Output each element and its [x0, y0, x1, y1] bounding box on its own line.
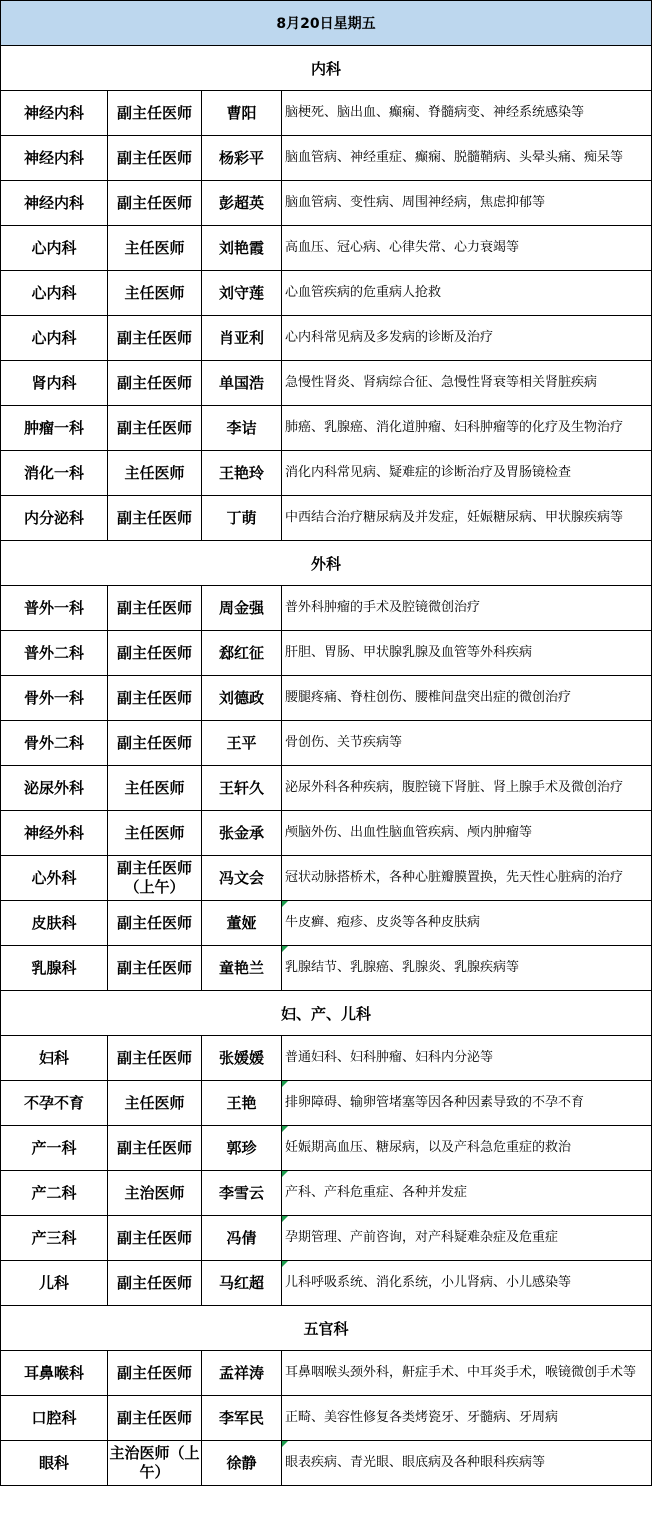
doctor-name-cell-text: 冯文会 [218, 868, 264, 887]
department-cell [1, 1351, 108, 1396]
doctor-title-cell [108, 811, 202, 856]
doctor-title-cell [108, 91, 202, 136]
doctor-name-cell [202, 1081, 282, 1126]
department-cell [1, 91, 108, 136]
doctor-title-cell-text: 副主任医师 [116, 733, 192, 752]
table-row [1, 1351, 652, 1396]
doctor-name-cell [202, 316, 282, 361]
doctor-title-cell-text: 副主任医师 [116, 508, 192, 527]
doctor-title-cell [108, 1351, 202, 1396]
doctor-title-cell [108, 1216, 202, 1261]
specialty-cell [282, 1036, 652, 1081]
section-header-row [1, 541, 652, 586]
doctor-name-cell [202, 766, 282, 811]
specialty-cell-text: 孕期管理、产前咨询，对产科疑难杂症及危重症 [285, 1230, 559, 1245]
department-cell [1, 271, 108, 316]
doctor-name-cell-text: 王艳 [226, 1093, 257, 1112]
department-cell [1, 451, 108, 496]
doctor-name-cell-text: 彭超英 [218, 193, 264, 212]
doctor-name-cell-text: 王艳玲 [218, 463, 264, 482]
doctor-name-cell [202, 361, 282, 406]
doctor-name-cell [202, 586, 282, 631]
department-cell-text: 产二科 [31, 1183, 77, 1202]
specialty-cell-text: 产科、产科危重症、各种并发症 [285, 1185, 468, 1200]
doctor-title-cell [108, 316, 202, 361]
specialty-cell [282, 1261, 652, 1306]
doctor-name-cell [202, 91, 282, 136]
doctor-name-cell-text: 孟祥涛 [218, 1363, 264, 1382]
cell-comment-flag-icon [282, 1171, 288, 1177]
table-row [1, 811, 652, 856]
specialty-cell [282, 1126, 652, 1171]
doctor-name-cell [202, 1171, 282, 1216]
specialty-cell-text: 乳腺结节、乳腺癌、乳腺炎、乳腺疾病等 [285, 960, 520, 975]
doctor-title-cell [108, 136, 202, 181]
doctor-name-cell [202, 1351, 282, 1396]
department-cell-text: 骨外二科 [23, 733, 84, 752]
doctor-name-cell-text: 李雪云 [218, 1183, 264, 1202]
doctor-title-cell-text: 主任医师 [124, 1093, 185, 1112]
department-cell-text: 普外二科 [23, 643, 84, 662]
doctor-title-cell-text: 副主任医师 [116, 328, 192, 347]
specialty-cell-text: 心血管疾病的危重病人抢救 [285, 285, 442, 300]
doctor-title-cell-text: 副主任医师（上午） [116, 859, 192, 896]
doctor-name-cell [202, 946, 282, 991]
section-title: 内科 [1, 46, 652, 91]
doctor-title-cell [108, 766, 202, 811]
department-cell-text: 普外一科 [23, 598, 84, 617]
department-cell-text: 口腔科 [31, 1408, 77, 1427]
department-cell-text: 妇科 [38, 1048, 69, 1067]
doctor-name-cell [202, 1216, 282, 1261]
doctor-title-cell [108, 1261, 202, 1306]
specialty-cell [282, 901, 652, 946]
doctor-name-cell [202, 856, 282, 901]
department-cell [1, 406, 108, 451]
specialty-cell [282, 136, 652, 181]
doctor-title-cell [108, 496, 202, 541]
doctor-name-cell [202, 1126, 282, 1171]
specialty-cell [282, 1216, 652, 1261]
doctor-title-cell-text: 副主任医师 [116, 1228, 192, 1247]
department-cell [1, 1081, 108, 1126]
table-row [1, 271, 652, 316]
doctor-title-cell [108, 406, 202, 451]
department-cell [1, 1441, 108, 1486]
doctor-title-cell [108, 181, 202, 226]
department-cell [1, 586, 108, 631]
doctor-title-cell-text: 副主任医师 [116, 598, 192, 617]
department-cell [1, 901, 108, 946]
section-header-row [1, 46, 652, 91]
department-cell-text: 消化一科 [23, 463, 84, 482]
table-row [1, 1126, 652, 1171]
specialty-cell-text: 心内科常见病及多发病的诊断及治疗 [285, 330, 494, 345]
doctor-title-cell-text: 副主任医师 [116, 688, 192, 707]
doctor-name-cell-text: 王平 [226, 733, 257, 752]
section-title: 妇、产、儿科 [1, 991, 652, 1036]
cell-comment-flag-icon [282, 1261, 288, 1267]
doctor-name-cell [202, 631, 282, 676]
table-row [1, 586, 652, 631]
department-cell-text: 神经内科 [23, 193, 84, 212]
specialty-cell [282, 226, 652, 271]
cell-comment-flag-icon [282, 901, 288, 907]
doctor-name-cell-text: 刘德政 [218, 688, 264, 707]
doctor-name-cell [202, 181, 282, 226]
doctor-title-cell [108, 856, 202, 901]
department-cell-text: 神经外科 [23, 823, 84, 842]
doctor-title-cell [108, 361, 202, 406]
doctor-name-cell-text: 杨彩平 [218, 148, 264, 167]
doctor-name-cell [202, 1036, 282, 1081]
specialty-cell [282, 1396, 652, 1441]
department-cell-text: 肾内科 [31, 373, 77, 392]
table-row [1, 226, 652, 271]
doctor-title-cell [108, 1441, 202, 1486]
specialty-cell-text: 脑血管病、变性病、周围神经病，焦虑抑郁等 [285, 195, 546, 210]
department-cell [1, 811, 108, 856]
specialty-cell-text: 普外科肿瘤的手术及腔镜微创治疗 [285, 600, 481, 615]
table-row [1, 1216, 652, 1261]
department-cell-text: 不孕不育 [23, 1093, 84, 1112]
table-row [1, 136, 652, 181]
department-cell-text: 内分泌科 [23, 508, 84, 527]
doctor-title-cell [108, 586, 202, 631]
table-row [1, 721, 652, 766]
section-header-row [1, 1306, 652, 1351]
table-row [1, 1441, 652, 1486]
specialty-cell-text: 肺癌、乳腺癌、消化道肿瘤、妇科肿瘤等的化疗及生物治疗 [285, 420, 624, 435]
doctor-title-cell-text: 主任医师 [124, 778, 185, 797]
doctor-title-cell-text: 副主任医师 [116, 913, 192, 932]
department-cell [1, 856, 108, 901]
department-cell [1, 631, 108, 676]
specialty-cell-text: 中西结合治疗糖尿病及并发症，妊娠糖尿病、甲状腺疾病等 [285, 510, 624, 525]
specialty-cell-text: 冠状动脉搭桥术，各种心脏瓣膜置换，先天性心脏病的治疗 [285, 870, 624, 885]
specialty-cell-text: 脑梗死、脑出血、癫痫、脊髓病变、神经系统感染等 [285, 105, 585, 120]
department-cell-text: 眼科 [38, 1453, 69, 1472]
doctor-title-cell-text: 副主任医师 [116, 193, 192, 212]
department-cell-text: 心内科 [31, 238, 77, 257]
doctor-name-cell-text: 张媛媛 [218, 1048, 264, 1067]
doctor-title-cell-text: 副主任医师 [116, 958, 192, 977]
specialty-cell [282, 406, 652, 451]
section-header-row [1, 991, 652, 1036]
doctor-name-cell-text: 曹阳 [226, 103, 257, 122]
cell-comment-flag-icon [282, 1081, 288, 1087]
doctor-title-cell-text: 主任医师 [124, 463, 185, 482]
doctor-title-cell [108, 676, 202, 721]
section-title: 五官科 [1, 1306, 652, 1351]
doctor-name-cell-text: 郭珍 [226, 1138, 257, 1157]
department-cell [1, 1216, 108, 1261]
doctor-title-cell [108, 1396, 202, 1441]
cell-comment-flag-icon [282, 1441, 288, 1447]
table-row [1, 1396, 652, 1441]
specialty-cell [282, 1441, 652, 1486]
cell-comment-flag-icon [282, 1126, 288, 1132]
department-cell-text: 心内科 [31, 283, 77, 302]
doctor-title-cell-text: 副主任医师 [116, 1363, 192, 1382]
doctor-name-cell [202, 901, 282, 946]
table-row [1, 856, 652, 901]
table-row [1, 946, 652, 991]
table-row [1, 361, 652, 406]
specialty-cell [282, 361, 652, 406]
department-cell [1, 1036, 108, 1081]
department-cell-text: 心外科 [31, 868, 77, 887]
cell-comment-flag-icon [282, 1216, 288, 1222]
table-row [1, 451, 652, 496]
department-cell [1, 1396, 108, 1441]
doctor-title-cell-text: 副主任医师 [116, 373, 192, 392]
specialty-cell [282, 676, 652, 721]
department-cell [1, 946, 108, 991]
specialty-cell [282, 451, 652, 496]
specialty-cell [282, 811, 652, 856]
table-row [1, 766, 652, 811]
specialty-cell [282, 316, 652, 361]
doctor-title-cell [108, 901, 202, 946]
doctor-name-cell-text: 马红超 [218, 1273, 264, 1292]
specialty-cell [282, 91, 652, 136]
specialty-cell [282, 1351, 652, 1396]
department-cell [1, 226, 108, 271]
doctor-name-cell [202, 676, 282, 721]
doctor-name-cell-text: 刘艳霞 [218, 238, 264, 257]
specialty-cell [282, 631, 652, 676]
specialty-cell-text: 消化内科常见病、疑难症的诊断治疗及胃肠镜检查 [285, 465, 572, 480]
doctor-name-cell-text: 张金承 [218, 823, 264, 842]
doctor-name-cell-text: 单国浩 [218, 373, 264, 392]
doctor-name-cell-text: 刘守莲 [218, 283, 264, 302]
doctor-name-cell [202, 136, 282, 181]
department-cell-text: 心内科 [31, 328, 77, 347]
schedule-body [1, 1, 652, 1486]
specialty-cell [282, 766, 652, 811]
cell-comment-flag-icon [282, 946, 288, 952]
specialty-cell [282, 271, 652, 316]
specialty-cell [282, 721, 652, 766]
specialty-cell-text: 耳鼻咽喉头颈外科，鼾症手术、中耳炎手术，喉镜微创手术等 [285, 1365, 637, 1380]
doctor-title-cell-text: 主任医师 [124, 823, 185, 842]
doctor-name-cell-text: 李军民 [218, 1408, 264, 1427]
specialty-cell-text: 泌尿外科各种疾病，腹腔镜下肾脏、肾上腺手术及微创治疗 [285, 780, 624, 795]
specialty-cell-text: 妊娠期高血压、糖尿病，以及产科急危重症的救治 [285, 1140, 572, 1155]
doctor-name-cell-text: 童艳兰 [218, 958, 264, 977]
doctor-title-cell-text: 副主任医师 [116, 148, 192, 167]
date-header-row [1, 1, 652, 46]
department-cell-text: 产一科 [31, 1138, 77, 1157]
department-cell-text: 泌尿外科 [23, 778, 84, 797]
specialty-cell-text: 眼表疾病、青光眼、眼底病及各种眼科疾病等 [285, 1455, 546, 1470]
table-row [1, 181, 652, 226]
doctor-name-cell-text: 董娅 [226, 913, 257, 932]
specialty-cell [282, 946, 652, 991]
department-cell [1, 721, 108, 766]
specialty-cell-text: 排卵障碍、输卵管堵塞等因各种因素导致的不孕不育 [285, 1095, 585, 1110]
table-row [1, 91, 652, 136]
doctor-title-cell-text: 副主任医师 [116, 1273, 192, 1292]
table-row [1, 1081, 652, 1126]
department-cell [1, 766, 108, 811]
specialty-cell [282, 1171, 652, 1216]
department-cell [1, 316, 108, 361]
specialty-cell-text: 普通妇科、妇科肿瘤、妇科内分泌等 [285, 1050, 494, 1065]
specialty-cell [282, 1081, 652, 1126]
doctor-name-cell [202, 1261, 282, 1306]
doctor-name-cell-text: 郄红征 [218, 643, 264, 662]
doctor-name-cell [202, 1396, 282, 1441]
specialty-cell-text: 肝胆、胃肠、甲状腺乳腺及血管等外科疾病 [285, 645, 533, 660]
doctor-title-cell [108, 1171, 202, 1216]
date-header: 8月20日星期五 [1, 1, 652, 46]
doctor-name-cell-text: 徐静 [226, 1453, 257, 1472]
section-title: 外科 [1, 541, 652, 586]
doctor-title-cell-text: 主任医师 [124, 283, 185, 302]
doctor-title-cell [108, 271, 202, 316]
doctor-title-cell [108, 451, 202, 496]
table-row [1, 1171, 652, 1216]
department-cell-text: 骨外一科 [23, 688, 84, 707]
doctor-name-cell [202, 1441, 282, 1486]
table-row [1, 316, 652, 361]
specialty-cell [282, 181, 652, 226]
specialty-cell-text: 颅脑外伤、出血性脑血管疾病、颅内肿瘤等 [285, 825, 533, 840]
specialty-cell-text: 牛皮癣、疱疹、皮炎等各种皮肤病 [285, 915, 481, 930]
doctor-name-cell [202, 271, 282, 316]
doctor-title-cell [108, 721, 202, 766]
specialty-cell-text: 脑血管病、神经重症、癫痫、脱髓鞘病、头晕头痛、痴呆等 [285, 150, 624, 165]
department-cell [1, 1126, 108, 1171]
doctor-name-cell-text: 冯倩 [226, 1228, 257, 1247]
doctor-title-cell-text: 主治医师（上午） [109, 1444, 200, 1481]
specialty-cell-text: 腰腿疼痛、脊柱创伤、腰椎间盘突出症的微创治疗 [285, 690, 572, 705]
doctor-title-cell-text: 副主任医师 [116, 1048, 192, 1067]
specialty-cell [282, 586, 652, 631]
doctor-title-cell-text: 主任医师 [124, 238, 185, 257]
department-cell [1, 496, 108, 541]
department-cell-text: 神经内科 [23, 103, 84, 122]
doctor-title-cell [108, 1036, 202, 1081]
table-row [1, 676, 652, 721]
specialty-cell-text: 儿科呼吸系统、消化系统，小儿肾病、小儿感染等 [285, 1275, 572, 1290]
department-cell [1, 1171, 108, 1216]
doctor-name-cell [202, 406, 282, 451]
doctor-title-cell-text: 副主任医师 [116, 643, 192, 662]
specialty-cell-text: 正畸、美容性修复各类烤瓷牙、牙髓病、牙周病 [285, 1410, 559, 1425]
table-row [1, 406, 652, 451]
department-cell-text: 儿科 [38, 1273, 69, 1292]
department-cell [1, 136, 108, 181]
department-cell [1, 676, 108, 721]
doctor-title-cell [108, 1126, 202, 1171]
department-cell-text: 乳腺科 [31, 958, 77, 977]
specialty-cell [282, 496, 652, 541]
table-row [1, 496, 652, 541]
table-row [1, 901, 652, 946]
doctor-name-cell-text: 肖亚利 [218, 328, 264, 347]
doctor-name-cell [202, 226, 282, 271]
department-cell-text: 耳鼻喉科 [23, 1363, 84, 1382]
table-row [1, 631, 652, 676]
department-cell [1, 181, 108, 226]
doctor-name-cell-text: 李诘 [226, 418, 257, 437]
doctor-title-cell [108, 631, 202, 676]
department-cell-text: 皮肤科 [31, 913, 77, 932]
doctor-title-cell-text: 副主任医师 [116, 418, 192, 437]
doctor-title-cell [108, 226, 202, 271]
doctor-name-cell-text: 王轩久 [218, 778, 264, 797]
specialty-cell [282, 856, 652, 901]
table-row [1, 1036, 652, 1081]
doctor-name-cell [202, 451, 282, 496]
doctor-name-cell-text: 丁萌 [226, 508, 257, 527]
department-cell [1, 361, 108, 406]
specialty-cell-text: 急慢性肾炎、肾病综合征、急慢性肾衰等相关肾脏疾病 [285, 375, 598, 390]
department-cell [1, 1261, 108, 1306]
department-cell-text: 产三科 [31, 1228, 77, 1247]
doctor-name-cell [202, 721, 282, 766]
department-cell-text: 神经内科 [23, 148, 84, 167]
table-row [1, 1261, 652, 1306]
doctor-name-cell [202, 811, 282, 856]
doctor-title-cell-text: 主治医师 [124, 1183, 185, 1202]
specialty-cell-text: 高血压、冠心病、心律失常、心力衰竭等 [285, 240, 520, 255]
doctor-name-cell [202, 496, 282, 541]
doctor-name-cell-text: 周金强 [218, 598, 264, 617]
doctor-title-cell-text: 副主任医师 [116, 103, 192, 122]
doctor-title-cell-text: 副主任医师 [116, 1138, 192, 1157]
doctor-title-cell [108, 946, 202, 991]
doctor-title-cell-text: 副主任医师 [116, 1408, 192, 1427]
department-cell-text: 肿瘤一科 [23, 418, 84, 437]
specialty-cell-text: 骨创伤、关节疾病等 [285, 735, 403, 750]
doctor-title-cell [108, 1081, 202, 1126]
